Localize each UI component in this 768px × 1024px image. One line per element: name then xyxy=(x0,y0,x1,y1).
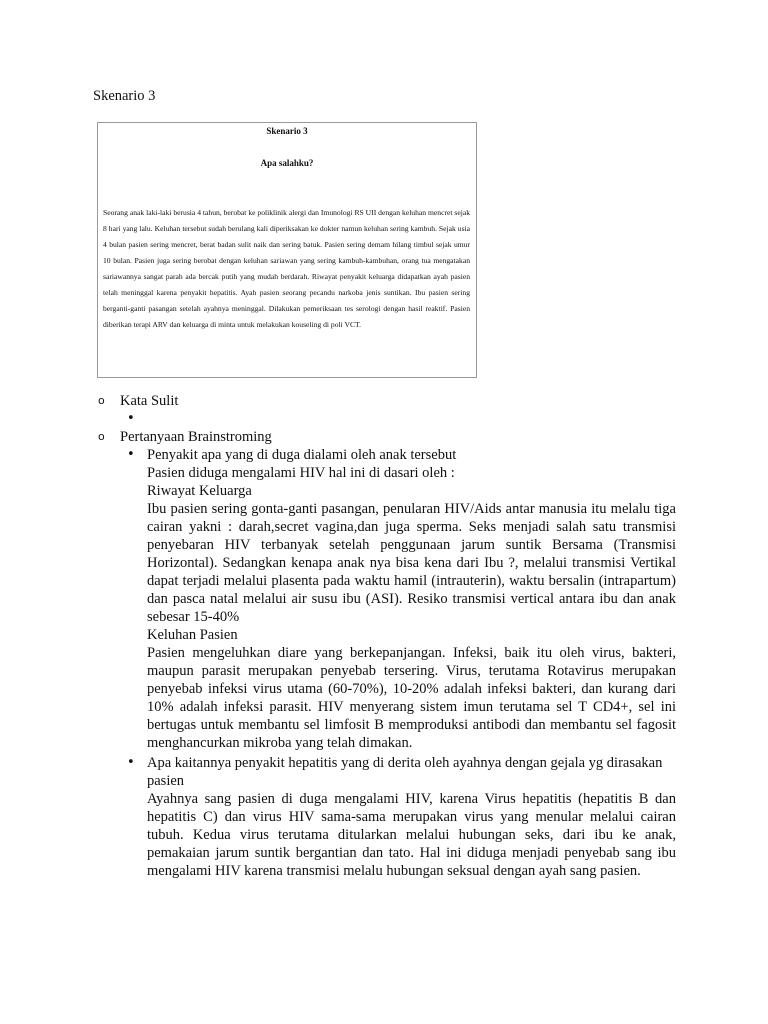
bullet-icon: • xyxy=(127,447,135,462)
question-2-text: Apa kaitannya penyakit hepatitis yang di derita oleh ayahnya dengan gejala yg dirasakan pasien xyxy=(147,755,663,789)
circle-bullet-icon: o xyxy=(98,430,105,443)
answer-1-intro: Pasien diduga mengalami HIV hal ini di dasari oleh : xyxy=(147,465,455,481)
scenario-image xyxy=(97,122,477,378)
circle-bullet-icon: o xyxy=(98,394,105,407)
question-1-text: Penyakit apa yang di duga dialami oleh anak tersebut xyxy=(147,447,457,463)
scenario-paragraph: Seorang anak laki-laki berusia 4 tahun, berobat ke poliklinik alergi dan Imunologi RS UII dengan keluhan mencret sejak 8 hari yang lalu. Keluhan tersebut sudah berulang kali diperiksakan ke dokter namun keluhan sering kambuh. Sejak usia 4 bulan pasien sering mencret, berat badan sulit naik dan sering batuk. Pasien sering demam hilang timbul sejak umur 10 bulan. Pasien juga sering berobat dengan keluhan sariawan yang sering kambuh-kambuhan, orang tua mengatakan sariawannya sangat parah ada bercak putih yang mudah berdarah. Riwayat penyakit keluarga didapatkan ayah pasien telah meninggal karena penyakit hepatitis. Ayah pasien seorang pecandu narkoba jenis suntikan. Ibu pasien sering berganti-ganti pasangan setelah ayahnya meninggal. Dilakukan pemeriksaan tes serologi dengan hasil reaktif. Pasien diberikan terapi ARV dan keluarga di minta untuk melakukan kouseling di poli VCT. xyxy=(103,208,470,329)
question-item-2 xyxy=(98,754,676,880)
page-title: Skenario 3 xyxy=(93,88,156,104)
answer-1-paragraph-complaint: Pasien mengeluhkan diare yang berkepanjangan. Infeksi, baik itu oleh virus, bakteri, maupun parasit merupakan penyebab tersering. Virus, terutama Rotavirus merupakan penyebab infeksi virus utama (60-70%), 10-20% adalah infeksi bakteri, dan kurang dari 10% adalah infeksi parasit. HIV menyerang sistem imun terutama sel T CD4+, sel ini bertugas untuk membantu sel limfosit B memproduksi antibodi dan membantu sel fagosit menghancurkan mikroba yang telah dimakan. xyxy=(147,645,676,751)
scenario-subtitle: Apa salahku? xyxy=(260,158,314,168)
answer-1-heading-complaint: Keluhan Pasien xyxy=(147,627,238,643)
brainstorm-outline xyxy=(98,392,676,880)
list-item-kata-sulit xyxy=(98,392,676,410)
answer-1-paragraph-family: Ibu pasien sering gonta-ganti pasangan, penularan HIV/Aids antar manusia itu melalu tiga cairan yakni : darah,secret vagina,dan juga sperma. Seks menjadi salah satu transmisi penyebaran HIV terbanyak setelah penggunaan jarum suntik Bersama (Transmisi Horizontal). Sedangkan kenapa anak nya bisa kena dari Ibu ?, melalui transmisi Vertikal dapat terjadi melalui plasenta pada waktu hamil (intrauterin), waktu bersalin (intrapartum) dan pasca natal melalui air susu ibu (ASI). Resiko transmisi vertical antara ibu dan anak sebesar 15-40% xyxy=(147,501,676,625)
list-item-pertanyaan xyxy=(98,428,676,446)
list-item-empty xyxy=(98,410,676,428)
pertanyaan-heading: Pertanyaan Brainstroming xyxy=(120,429,272,445)
kata-sulit-heading: Kata Sulit xyxy=(120,393,179,409)
answer-2-paragraph: Ayahnya sang pasien di duga mengalami HIV, karena Virus hepatitis (hepatitis B dan hepatitis C) dan virus HIV sama-sama merupakan virus yang menular melalui cairan tubuh. Kedua virus terutama ditularkan melalui hubungan seks, dari ibu ke anak, pemakaian jarum suntik bergantian dan tato. Hal ini diduga menjadi penyebab sang ibu mengalami HIV karena transmisi melalu hubungan seksual dengan ayah sang pasien. xyxy=(147,791,676,879)
answer-1-heading-family: Riwayat Keluarga xyxy=(147,483,252,499)
scenario-title: Skenario 3 xyxy=(266,126,308,136)
bullet-icon: • xyxy=(127,755,135,770)
bullet-icon: • xyxy=(127,411,135,426)
question-item-1 xyxy=(98,446,676,752)
